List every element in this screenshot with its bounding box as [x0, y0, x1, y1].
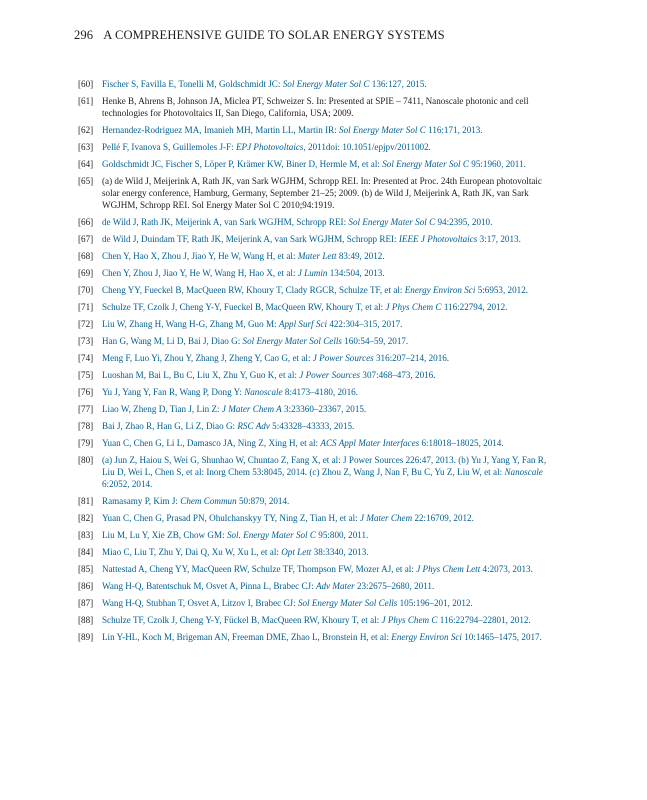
reference-number: [80] [78, 455, 94, 466]
reference-number: [79] [78, 438, 94, 449]
reference-authors[interactable]: Liao W, Zheng D, Tian J, Lin Z: [102, 404, 222, 415]
reference-journal[interactable]: Chem Commun [180, 495, 237, 506]
reference-citation[interactable]: 95:800, 2011. [315, 530, 369, 541]
reference-text [102, 268, 556, 280]
reference-number: [63] [78, 141, 94, 152]
reference-text [102, 598, 556, 610]
reference-number: [62] [78, 124, 94, 135]
reference-text [102, 234, 556, 246]
reference-citation[interactable]: 23:2675–2680, 2011. [354, 581, 435, 592]
reference-authors[interactable]: Meng F, Luo Yi, Zhou Y, Zhang J, Zheng Y, Cao G, et al: [102, 353, 313, 364]
reference-citation[interactable]: 134:504, 2013. [327, 267, 385, 278]
reference-citation[interactable]: 6:2052, 2014. [102, 478, 153, 489]
reference-authors[interactable]: Yuan C, Chen G, Li L, Damasco JA, Ning Z, Xing H, et al: [102, 438, 321, 449]
reference-text [102, 615, 556, 627]
reference-text [102, 336, 556, 348]
reference-number: [88] [78, 615, 94, 626]
reference-authors[interactable]: Miao C, Liu T, Zhu Y, Dai Q, Xu W, Xu L, et al: [102, 547, 282, 558]
reference-text [102, 159, 556, 171]
book-title: A COMPREHENSIVE GUIDE TO SOLAR ENERGY SYSTEMS [103, 28, 445, 42]
reference-journal[interactable]: Nanoscale [504, 467, 543, 478]
reference-entry-70 [78, 285, 556, 297]
reference-journal[interactable]: Sol Energy Mater Sol Cells [297, 598, 398, 609]
reference-number: [71] [78, 301, 94, 312]
reference-entry-75 [78, 370, 556, 382]
reference-citation[interactable]: 6:18018–18025, 2014. [419, 438, 504, 449]
reference-text [102, 632, 556, 644]
reference-journal[interactable]: J Lumin [297, 267, 328, 278]
reference-text [102, 404, 556, 416]
reference-citation[interactable]: 95:1960, 2011. [468, 158, 526, 169]
reference-entry-88 [78, 615, 556, 627]
reference-authors[interactable]: Wang H-Q, Batentschuk M, Osvet A, Pinna L, Brabec CJ: [102, 581, 316, 592]
reference-number: [72] [78, 318, 94, 329]
reference-entry-81 [78, 496, 556, 508]
reference-authors[interactable]: Wang H-Q, Stubhan T, Osvet A, Litzov I, Brabec CJ: [102, 598, 298, 609]
reference-authors[interactable]: Pellé F, Ivanova S, Guillemoles J-F: [102, 141, 236, 152]
reference-authors: (a) de Wild J, Meijerink A, Rath JK, van Sark WGJHM, Schropp REI. In: Presented at Proc. 24th European photovoltaic solar energy conference, Hamburg, Germany, September 21–25; 2009. (b) de Wild J, Meijerink A, Rath JK, van Sark WGJHM, Schropp REI. Sol Energy Mater Sol C 2010;94:1919. [102, 176, 542, 210]
reference-citation[interactable]: 22:16709, 2012. [412, 513, 474, 524]
reference-number: [69] [78, 267, 94, 278]
reference-text [102, 513, 556, 525]
reference-authors[interactable]: Lin Y-HL, Koch M, Brigeman AN, Freeman DME, Zhao L, Bronstein H, et al: [102, 632, 392, 643]
reference-journal[interactable]: J Power Sources [299, 370, 361, 381]
reference-authors[interactable]: Yuan C, Chen G, Prasad PN, Ohulchanskyy TY, Ning Z, Tian H, et al: [102, 513, 361, 524]
reference-entry-78 [78, 421, 556, 433]
reference-number: [68] [78, 250, 94, 261]
reference-entry-69 [78, 268, 556, 280]
page-number: 296 [74, 28, 94, 42]
reference-citation[interactable]: 116:171, 2013. [425, 124, 483, 135]
reference-number: [78] [78, 421, 94, 432]
reference-citation[interactable]: 8:4173–4180, 2016. [282, 387, 358, 398]
reference-journal[interactable]: Sol Energy Mater Sol C [382, 158, 469, 169]
reference-number: [76] [78, 387, 94, 398]
reference-journal[interactable]: Mater Lett [297, 250, 337, 261]
reference-citation[interactable]: 3:17, 2013. [477, 233, 521, 244]
reference-journal[interactable]: RSC Adv [237, 421, 270, 432]
reference-entry-87 [78, 598, 556, 610]
reference-entry-66 [78, 217, 556, 229]
reference-citation[interactable]: 38:3340, 2013. [311, 547, 369, 558]
reference-text [102, 530, 556, 542]
reference-entry-83 [78, 530, 556, 542]
reference-authors[interactable]: Schulze TF, Czolk J, Cheng Y-Y, Fückel B, MacQueen RW, Khoury T, et al: [102, 615, 382, 626]
reference-entry-63 [78, 142, 556, 154]
reference-entry-62 [78, 125, 556, 137]
reference-authors[interactable]: Chen Y, Hao X, Zhou J, Jiao Y, He W, Wang H, et al: [102, 250, 298, 261]
reference-journal[interactable]: Sol Energy Mater Sol C [348, 216, 436, 227]
reference-authors[interactable]: Liu M, Lu Y, Xie ZB, Chow GM: [102, 530, 227, 541]
reference-citation[interactable]: 3:23360–23367, 2015. [281, 404, 367, 415]
reference-authors[interactable]: Fischer S, Favilla E, Tonelli M, Goldschmidt JC: [102, 79, 283, 89]
reference-authors[interactable]: Hernandez-Rodriguez MA, Imanieh MH, Martin LL, Martin IR: [102, 124, 340, 135]
reference-citation[interactable]: 160:54–59, 2017. [341, 336, 409, 346]
reference-entry-72 [78, 319, 556, 331]
reference-citation[interactable]: 5:6953, 2012. [475, 284, 529, 295]
reference-citation[interactable]: 4:2073, 2013. [480, 564, 533, 575]
reference-authors[interactable]: Nattestad A, Cheng YY, MacQueen RW, Schulze TF, Thompson FW, Mozer AJ, et al: [102, 564, 417, 575]
reference-citation[interactable]: 50:879, 2014. [236, 495, 290, 506]
reference-text [102, 455, 556, 490]
reference-journal[interactable]: J Power Sources [312, 353, 374, 364]
reference-entry-65 [78, 176, 556, 211]
reference-text [102, 547, 556, 559]
reference-text [102, 125, 556, 137]
reference-journal[interactable]: Energy Environ Sci [404, 284, 476, 295]
reference-text [102, 79, 556, 91]
reference-entry-61 [78, 96, 556, 120]
reference-text [102, 370, 556, 382]
reference-number: [70] [78, 284, 94, 295]
reference-entry-80 [78, 455, 556, 490]
reference-text [102, 142, 556, 154]
reference-entry-76 [78, 387, 556, 399]
reference-authors[interactable]: Chen Y, Zhou J, Jiao Y, He W, Wang H, Hao X, et al: [102, 267, 298, 278]
reference-text [102, 353, 556, 365]
reference-citation[interactable]: 136:127, 2015. [369, 79, 427, 89]
reference-citation[interactable]: 316:207–214, 2016. [373, 353, 450, 364]
reference-number: [75] [78, 370, 94, 381]
reference-entry-71 [78, 302, 556, 314]
reference-entry-82 [78, 513, 556, 525]
reference-citation[interactable]: 307:468–473, 2016. [360, 370, 436, 381]
reference-journal[interactable]: J Mater Chem A [221, 404, 282, 415]
reference-journal[interactable]: Sol. Energy Mater Sol C [226, 530, 316, 541]
reference-number: [77] [78, 404, 94, 415]
reference-journal[interactable]: Sol Energy Mater Sol C [339, 124, 426, 135]
reference-citation[interactable]: , 2011doi: 10.1051/epjpv/2011002. [303, 141, 431, 152]
reference-number: [67] [78, 233, 94, 244]
reference-authors[interactable]: Schulze TF, Czolk J, Cheng Y-Y, Fueckel B, MacQueen RW, Khoury T, et al: [102, 301, 386, 312]
page-header [74, 28, 574, 48]
reference-journal[interactable]: Adv Mater [315, 581, 355, 592]
reference-text [102, 96, 556, 120]
reference-number: [81] [78, 495, 94, 506]
reference-journal[interactable]: J Phys Chem C [381, 615, 438, 626]
reference-text [102, 217, 556, 229]
reference-text [102, 251, 556, 263]
reference-text [102, 387, 556, 399]
reference-entry-67 [78, 234, 556, 246]
reference-authors[interactable]: Bai J, Zhao R, Han G, Li Z, Diao G: [102, 421, 238, 432]
reference-authors[interactable]: de Wild J, Duindam TF, Rath JK, Meijerink A, van Sark WGJHM, Schropp REI: [102, 233, 399, 244]
reference-number: [86] [78, 581, 94, 592]
reference-entry-86 [78, 581, 556, 593]
reference-journal[interactable]: Energy Environ Sci [391, 632, 462, 643]
reference-number: [73] [78, 336, 94, 346]
reference-authors[interactable]: Yu J, Yang Y, Fan R, Wang P, Dong Y: [102, 387, 245, 398]
reference-list [78, 79, 556, 649]
reference-citation[interactable]: 422:304–315, 2017. [327, 318, 403, 329]
reference-number: [65] [78, 176, 94, 187]
reference-authors[interactable]: Ramasamy P, Kim J: [102, 495, 181, 506]
reference-number: [66] [78, 216, 94, 227]
reference-entry-77 [78, 404, 556, 416]
reference-entry-74 [78, 353, 556, 365]
reference-entry-73 [78, 336, 556, 348]
reference-text [102, 421, 556, 433]
reference-journal[interactable]: Opt Lett [281, 547, 312, 558]
reference-text [102, 438, 556, 450]
reference-citation[interactable]: 116:22794, 2012. [441, 301, 508, 312]
reference-number: [60] [78, 79, 94, 89]
reference-journal[interactable]: EPJ Photovoltaics [235, 141, 304, 152]
reference-journal[interactable]: J Phys Chem Lett [416, 564, 481, 575]
reference-number: [85] [78, 564, 94, 575]
reference-number: [64] [78, 158, 94, 169]
reference-journal[interactable]: Sol Energy Mater Sol Cells [242, 336, 342, 346]
reference-number: [74] [78, 353, 94, 364]
reference-text [102, 496, 556, 508]
reference-text [102, 176, 556, 211]
reference-number: [84] [78, 547, 94, 558]
reference-journal[interactable]: ACS Appl Mater Interfaces [320, 438, 420, 449]
reference-entry-84 [78, 547, 556, 559]
reference-authors[interactable]: de Wild J, Rath JK, Meijerink A, van Sark WGJHM, Schropp REI: [102, 216, 349, 227]
reference-authors: Henke B, Ahrens B, Johnson JA, Miclea PT, Schweizer S. In: Presented at SPIE – 7411, Nanoscale photonic and cell technologies for Photovoltaics II, San Diego, California, USA; 2009. [102, 96, 529, 118]
reference-authors[interactable]: (a) Jun Z, Haiou S, Wei G, Shunhao W, Chuntao Z, Fang X, et al: J Power Sources 226:47, 2013. (b) Yu J, Yang Y, Fan R, Liu D, Wei L, Chen S, et al: Inorg Chem 53:8045, 2014. (c) Zhou Z, Wang J, Nan F, Bu C, Yu Z, Liu W, et al: [102, 455, 547, 478]
reference-citation[interactable]: 116:22794–22801, 2012. [437, 615, 531, 626]
reference-citation[interactable]: 94:2395, 2010. [435, 216, 493, 227]
reference-authors[interactable]: Goldschmidt JC, Fischer S, Löper P, Krämer KW, Biner D, Hermle M, et al: [102, 158, 383, 169]
reference-number: [87] [78, 598, 94, 609]
reference-authors[interactable]: Cheng YY, Fueckel B, MacQueen RW, Khoury T, Clady RGCR, Schulze TF, et al: [102, 284, 405, 295]
reference-text [102, 285, 556, 297]
reference-entry-89 [78, 632, 556, 644]
reference-authors[interactable]: Luoshan M, Bai L, Bu C, Liu X, Zhu Y, Guo K, et al: [102, 370, 300, 381]
reference-text [102, 581, 556, 593]
reference-number: [61] [78, 96, 94, 107]
reference-number: [82] [78, 513, 94, 524]
reference-journal[interactable]: Appl Surf Sci [278, 318, 328, 329]
reference-citation[interactable]: 83:49, 2012. [336, 250, 385, 261]
reference-authors[interactable]: Han G, Wang M, Li D, Bai J, Diao G: [102, 336, 243, 346]
reference-authors[interactable]: Liu W, Zhang H, Wang H-G, Zhang M, Guo M: [102, 318, 279, 329]
reference-citation[interactable]: 105:196–201, 2012. [397, 598, 473, 609]
reference-citation[interactable]: 10:1465–1475, 2017. [461, 632, 542, 643]
reference-text [102, 319, 556, 331]
reference-journal[interactable]: Sol Energy Mater Sol C [282, 79, 370, 89]
reference-entry-68 [78, 251, 556, 263]
reference-number: [83] [78, 530, 94, 541]
reference-entry-64 [78, 159, 556, 171]
reference-journal[interactable]: J Phys Chem C [385, 301, 442, 312]
reference-journal[interactable]: Nanoscale [244, 387, 283, 398]
reference-number: [89] [78, 632, 94, 643]
reference-entry-85 [78, 564, 556, 576]
reference-journal[interactable]: IEEE J Photovoltaics [398, 233, 478, 244]
reference-entry-79 [78, 438, 556, 450]
reference-text [102, 302, 556, 314]
reference-citation[interactable]: 5:43328–43333, 2015. [269, 421, 355, 432]
reference-entry-60 [78, 79, 556, 91]
reference-text [102, 564, 556, 576]
reference-journal[interactable]: J Mater Chem [360, 513, 413, 524]
